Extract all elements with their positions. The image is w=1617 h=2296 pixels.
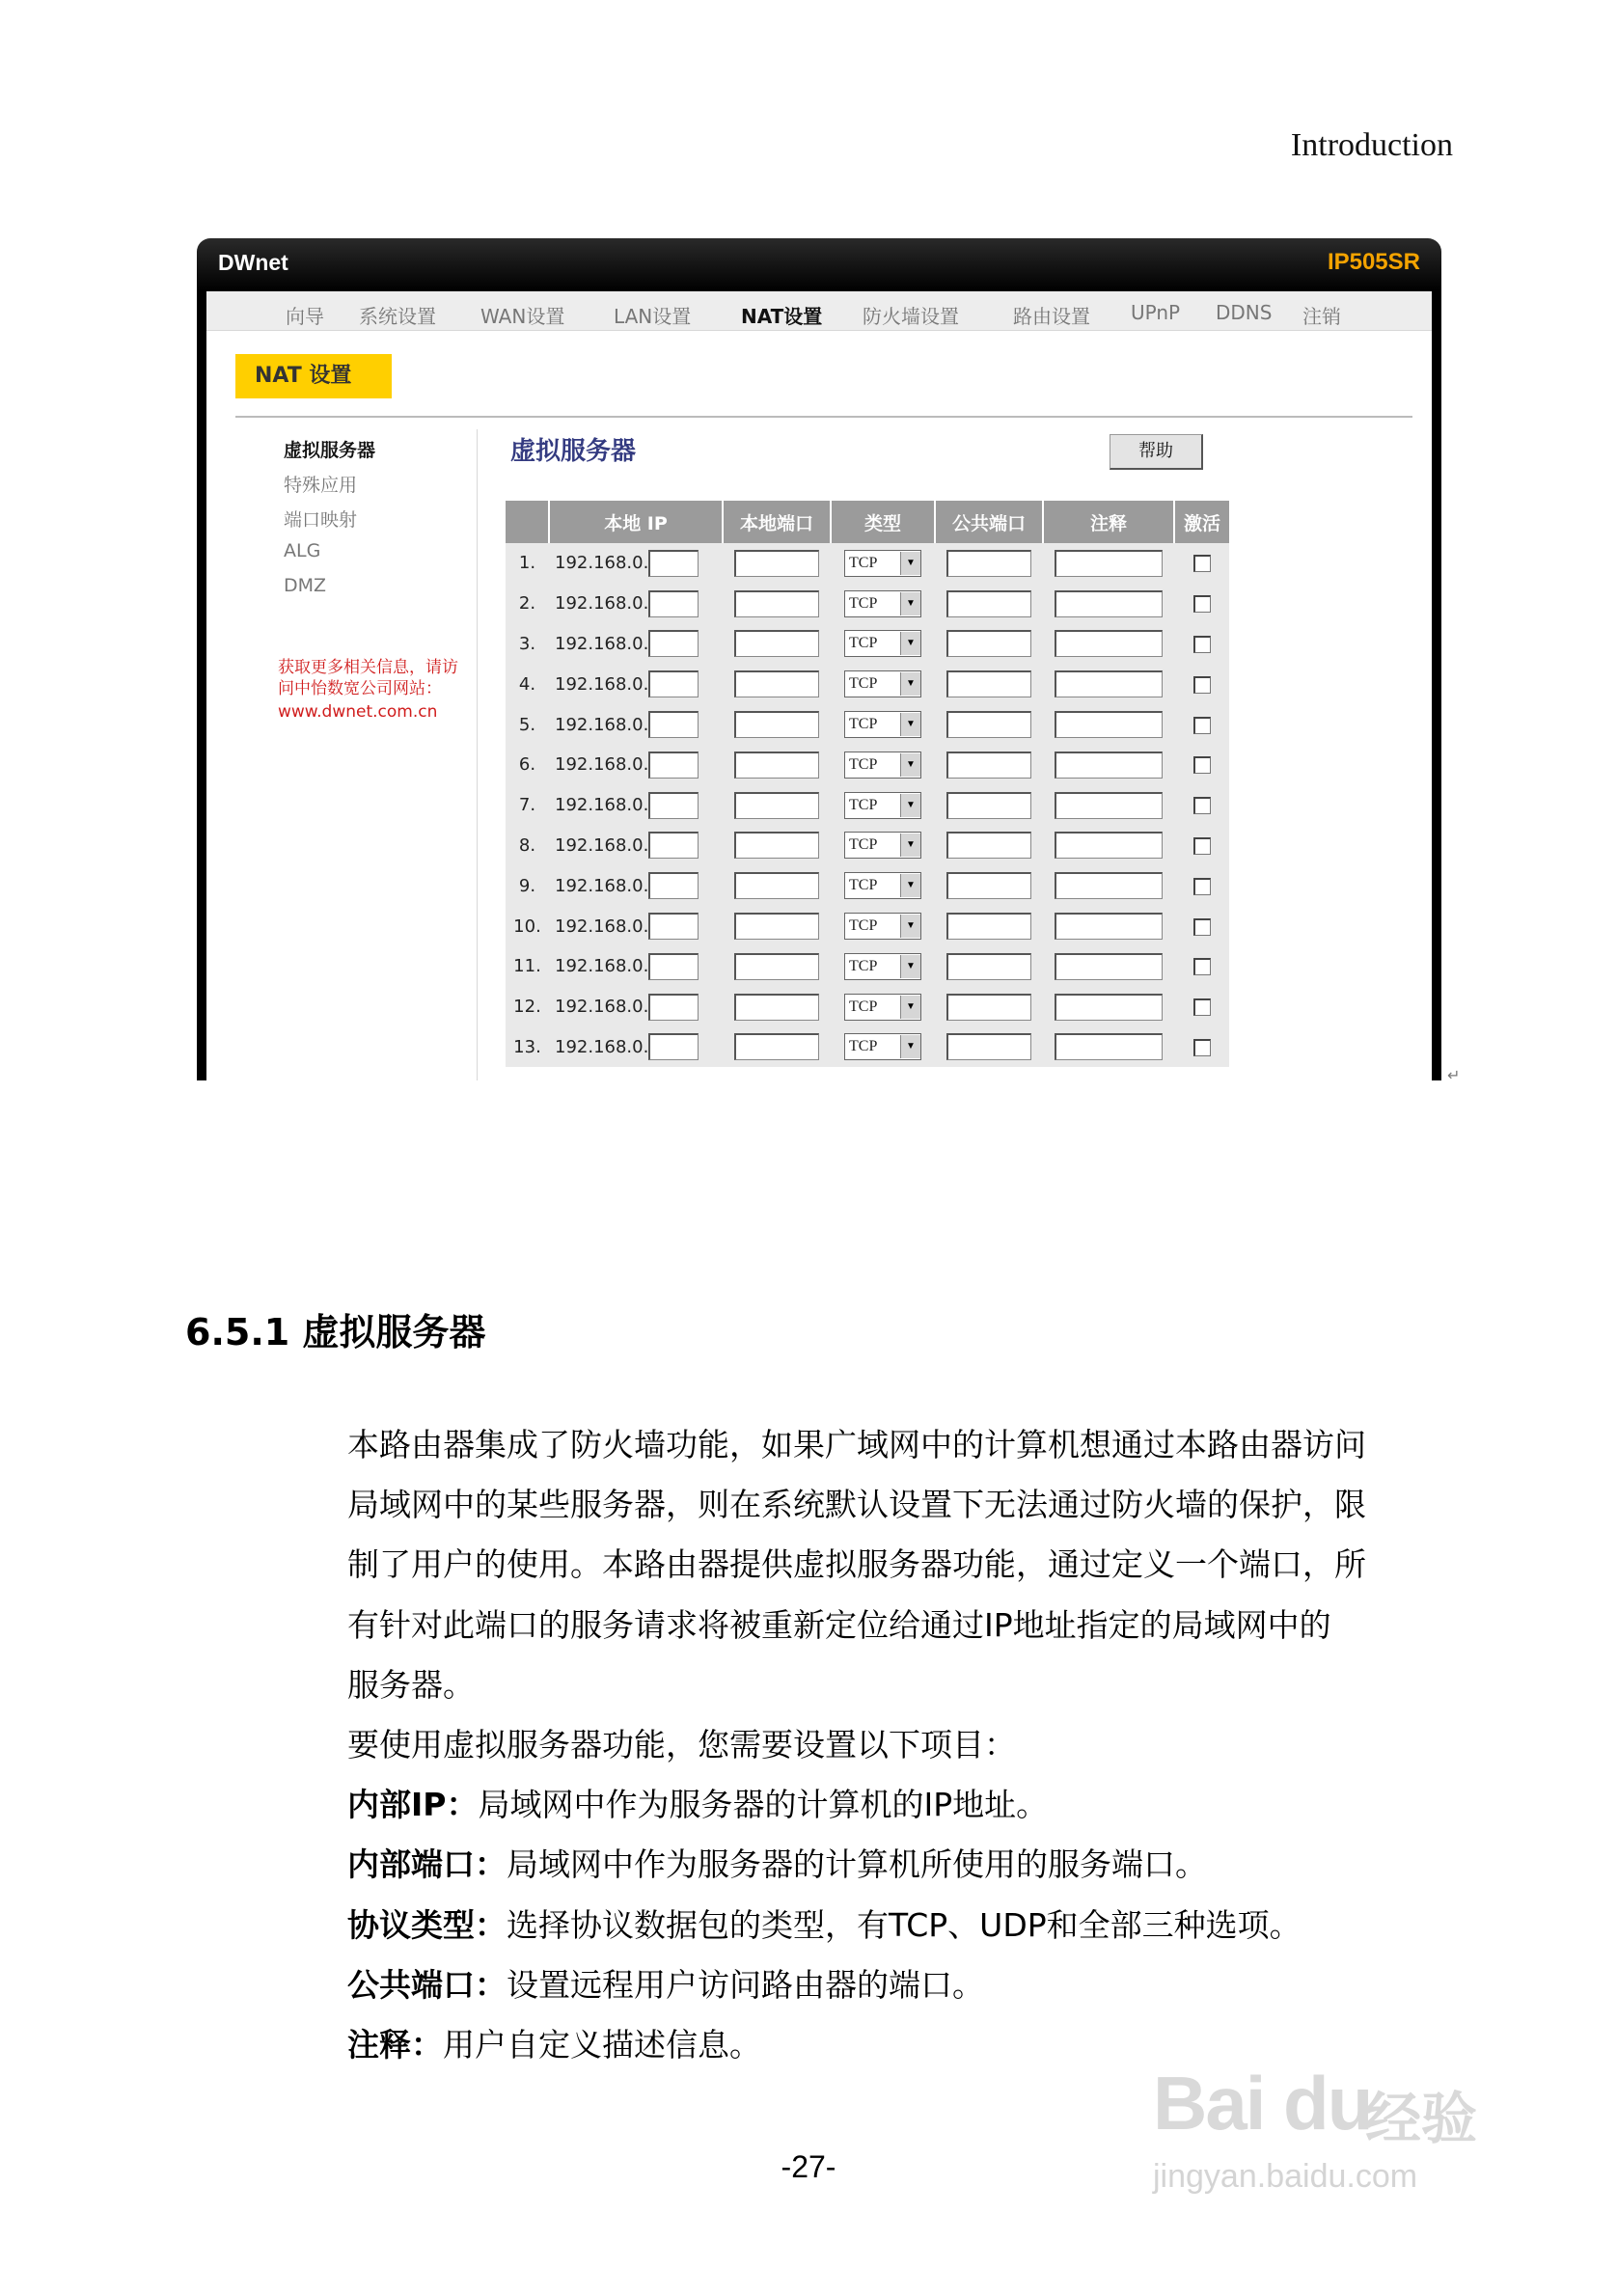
type-cell xyxy=(831,584,935,624)
local-ip-cell xyxy=(549,664,723,704)
row-number: 12. xyxy=(513,997,541,1018)
table-header-row xyxy=(506,501,1229,543)
watermark-url: jingyan.baidu.com xyxy=(1153,2158,1418,2195)
local-ip-cell xyxy=(549,987,723,1027)
nav-upnp[interactable]: UPnP xyxy=(1131,301,1181,324)
help-button[interactable]: 帮助 xyxy=(1110,434,1203,470)
row-number: 2. xyxy=(518,593,536,615)
note-cell xyxy=(1043,865,1174,906)
row-number: 4. xyxy=(518,673,536,695)
local-port-cell xyxy=(723,745,831,785)
active-cell xyxy=(1174,624,1229,665)
local-port-cell xyxy=(723,906,831,946)
ip-prefix: 192.168.0. xyxy=(555,553,649,574)
section-tag: NAT 设置 xyxy=(235,354,392,398)
baidu-watermark xyxy=(1143,2040,1529,2195)
type-cell xyxy=(831,785,935,826)
local-port-cell xyxy=(723,785,831,826)
side-info-text: 获取更多相关信息，请访问中怡数宽公司网站： xyxy=(278,658,458,698)
note-cell xyxy=(1043,704,1174,745)
table-row xyxy=(506,664,1229,704)
active-checkbox[interactable] xyxy=(1193,837,1211,855)
active-checkbox[interactable] xyxy=(1193,676,1211,694)
type-cell xyxy=(831,865,935,906)
router-screenshot xyxy=(197,238,1441,1080)
type-select[interactable] xyxy=(844,590,921,617)
type-select[interactable] xyxy=(844,994,921,1021)
router-titlebar xyxy=(197,238,1441,291)
note-input[interactable] xyxy=(1055,792,1163,819)
local-ip-cell xyxy=(549,946,723,987)
type-select-value: TCP xyxy=(849,716,878,733)
public-port-cell xyxy=(935,987,1043,1027)
ip-prefix: 192.168.0. xyxy=(555,1036,649,1057)
local-ip-input[interactable] xyxy=(648,550,699,577)
note-cell xyxy=(1043,584,1174,624)
table-row xyxy=(506,826,1229,866)
body-line: 有针对此端口的服务请求将被重新定位给通过IP地址指定的局域网中的 xyxy=(347,1605,1331,1644)
note-cell xyxy=(1043,906,1174,946)
dropdown-arrow-icon: ▼ xyxy=(900,552,920,575)
local-port-input[interactable] xyxy=(734,994,819,1021)
nav-ddns[interactable]: DDNS xyxy=(1216,301,1273,324)
side-item-special-app[interactable]: 特殊应用 xyxy=(284,475,358,496)
row-number: 8. xyxy=(518,834,536,856)
header-local-ip: 本地 IP xyxy=(549,501,723,543)
public-port-cell xyxy=(935,584,1043,624)
public-port-input[interactable] xyxy=(946,550,1031,577)
local-port-cell xyxy=(723,704,831,745)
local-port-cell xyxy=(723,946,831,987)
local-port-cell xyxy=(723,543,831,584)
active-cell xyxy=(1174,704,1229,745)
definition-term: 注释： xyxy=(347,2025,443,2064)
type-cell xyxy=(831,543,935,584)
public-port-input[interactable] xyxy=(946,832,1031,859)
note-input[interactable] xyxy=(1055,550,1163,577)
local-ip-input[interactable] xyxy=(648,752,699,779)
top-nav xyxy=(206,291,1432,331)
note-input[interactable] xyxy=(1055,1033,1163,1060)
active-checkbox[interactable] xyxy=(1193,717,1211,734)
local-port-cell xyxy=(723,826,831,866)
local-ip-input[interactable] xyxy=(648,913,699,940)
type-cell xyxy=(831,987,935,1027)
side-item-dmz[interactable]: DMZ xyxy=(284,575,327,596)
definition-desc: 用户自定义描述信息。 xyxy=(443,2025,761,2064)
local-port-cell xyxy=(723,865,831,906)
row-number: 7. xyxy=(518,795,536,816)
dropdown-arrow-icon: ▼ xyxy=(900,915,920,938)
side-item-port-mapping[interactable]: 端口映射 xyxy=(284,509,358,531)
local-port-cell xyxy=(723,987,831,1027)
note-input[interactable] xyxy=(1055,953,1163,980)
definition-desc: 局域网中作为服务器的计算机的IP地址。 xyxy=(478,1786,1049,1824)
ip-prefix: 192.168.0. xyxy=(555,834,649,856)
public-port-cell xyxy=(935,826,1043,866)
brand-logo: DWnet xyxy=(218,250,288,275)
active-cell xyxy=(1174,543,1229,584)
ip-prefix: 192.168.0. xyxy=(555,593,649,615)
nav-routing[interactable]: 路由设置 xyxy=(1013,305,1090,328)
public-port-cell xyxy=(935,624,1043,665)
row-number: 5. xyxy=(518,714,536,735)
note-input[interactable] xyxy=(1055,872,1163,899)
watermark-cn: 经验 xyxy=(1365,2086,1478,2151)
table-row xyxy=(506,906,1229,946)
note-input[interactable] xyxy=(1055,590,1163,617)
note-cell xyxy=(1043,785,1174,826)
active-cell xyxy=(1174,826,1229,866)
ip-prefix: 192.168.0. xyxy=(555,916,649,937)
definition-desc: 选择协议数据包的类型，有TCP、UDP和全部三种选项。 xyxy=(507,1905,1302,1944)
type-select-value: TCP xyxy=(849,917,878,935)
body-line: 局域网中的某些服务器，则在系统默认设置下无法通过防火墙的保护，限 xyxy=(347,1486,1366,1524)
local-ip-cell xyxy=(549,584,723,624)
header-local-port: 本地端口 xyxy=(723,501,831,543)
dropdown-arrow-icon: ▼ xyxy=(900,1035,920,1058)
local-port-cell xyxy=(723,664,831,704)
definition-term: 公共端口： xyxy=(347,1965,507,2004)
public-port-input[interactable] xyxy=(946,752,1031,779)
definition-term: 内部IP： xyxy=(347,1786,479,1824)
body-line: 服务器。 xyxy=(347,1665,475,1704)
type-select[interactable] xyxy=(844,1033,921,1060)
public-port-input[interactable] xyxy=(946,872,1031,899)
type-select[interactable] xyxy=(844,630,921,657)
public-port-input[interactable] xyxy=(946,953,1031,980)
ip-prefix: 192.168.0. xyxy=(555,875,649,896)
local-port-input[interactable] xyxy=(734,670,819,697)
table-row xyxy=(506,584,1229,624)
body-line: 制了用户的使用。本路由器提供虚拟服务器功能，通过定义一个端口，所 xyxy=(347,1545,1366,1584)
dropdown-arrow-icon: ▼ xyxy=(900,592,920,615)
nav-firewall[interactable]: 防火墙设置 xyxy=(863,305,959,328)
active-cell xyxy=(1174,865,1229,906)
definition-item xyxy=(347,1775,1466,1835)
ip-prefix: 192.168.0. xyxy=(555,754,649,776)
local-ip-cell xyxy=(549,543,723,584)
public-port-input[interactable] xyxy=(946,994,1031,1021)
type-cell xyxy=(831,745,935,785)
note-input[interactable] xyxy=(1055,913,1163,940)
note-input[interactable] xyxy=(1055,670,1163,697)
active-cell xyxy=(1174,987,1229,1027)
dropdown-arrow-icon: ▼ xyxy=(900,834,920,857)
side-item-alg[interactable]: ALG xyxy=(284,540,321,561)
table-row xyxy=(506,624,1229,665)
active-checkbox[interactable] xyxy=(1193,797,1211,814)
table-row xyxy=(506,865,1229,906)
paragraph-mark: ↵ xyxy=(1447,1066,1461,1084)
row-number: 11. xyxy=(513,956,541,977)
local-ip-cell xyxy=(549,865,723,906)
local-ip-input[interactable] xyxy=(648,994,699,1021)
active-checkbox[interactable] xyxy=(1193,1039,1211,1056)
type-select-value: TCP xyxy=(849,635,878,652)
type-cell xyxy=(831,624,935,665)
divider xyxy=(235,416,1412,418)
row-number: 10. xyxy=(513,916,541,937)
local-port-input[interactable] xyxy=(734,832,819,859)
local-ip-cell xyxy=(549,785,723,826)
local-port-cell xyxy=(723,624,831,665)
public-port-cell xyxy=(935,946,1043,987)
note-input[interactable] xyxy=(1055,752,1163,779)
model-label: IP505SR xyxy=(1327,249,1420,275)
header-num xyxy=(506,501,549,543)
public-port-cell xyxy=(935,865,1043,906)
local-port-cell xyxy=(723,584,831,624)
note-input[interactable] xyxy=(1055,994,1163,1021)
active-checkbox[interactable] xyxy=(1193,918,1211,936)
body-line: 要使用虚拟服务器功能，您需要设置以下项目： xyxy=(347,1725,1016,1763)
active-checkbox[interactable] xyxy=(1193,958,1211,975)
public-port-cell xyxy=(935,704,1043,745)
public-port-input[interactable] xyxy=(946,792,1031,819)
table-row xyxy=(506,946,1229,987)
active-checkbox[interactable] xyxy=(1193,555,1211,572)
active-checkbox[interactable] xyxy=(1193,636,1211,653)
page-number: -27- xyxy=(781,2149,836,2184)
local-port-input[interactable] xyxy=(734,953,819,980)
type-select-value: TCP xyxy=(849,594,878,612)
note-input[interactable] xyxy=(1055,630,1163,657)
local-ip-input[interactable] xyxy=(648,872,699,899)
local-ip-input[interactable] xyxy=(648,953,699,980)
type-cell xyxy=(831,704,935,745)
note-cell xyxy=(1043,826,1174,866)
type-cell xyxy=(831,1027,935,1068)
content-title: 虚拟服务器 xyxy=(510,437,637,466)
sidebar-divider xyxy=(477,429,478,1080)
note-cell xyxy=(1043,543,1174,584)
public-port-cell xyxy=(935,785,1043,826)
table-row xyxy=(506,745,1229,785)
ip-prefix: 192.168.0. xyxy=(555,633,649,654)
type-select[interactable] xyxy=(844,752,921,779)
dropdown-arrow-icon: ▼ xyxy=(900,955,920,978)
dropdown-arrow-icon: ▼ xyxy=(900,632,920,655)
local-ip-cell xyxy=(549,704,723,745)
nav-logout[interactable]: 注销 xyxy=(1302,305,1341,328)
dropdown-arrow-icon: ▼ xyxy=(900,874,920,897)
public-port-cell xyxy=(935,906,1043,946)
type-select[interactable] xyxy=(844,670,921,697)
local-ip-input[interactable] xyxy=(648,1033,699,1060)
type-select[interactable] xyxy=(844,550,921,577)
side-info-url[interactable]: www.dwnet.com.cn xyxy=(278,702,438,722)
dropdown-arrow-icon: ▼ xyxy=(900,672,920,696)
nav-wizard[interactable]: 向导 xyxy=(286,305,324,328)
active-checkbox[interactable] xyxy=(1193,595,1211,613)
public-port-input[interactable] xyxy=(946,630,1031,657)
table-body xyxy=(506,543,1229,1067)
local-ip-input[interactable] xyxy=(648,630,699,657)
public-port-input[interactable] xyxy=(946,913,1031,940)
header-note: 注释 xyxy=(1043,501,1174,543)
public-port-cell xyxy=(935,543,1043,584)
local-port-input[interactable] xyxy=(734,913,819,940)
local-ip-cell xyxy=(549,826,723,866)
type-select[interactable] xyxy=(844,832,921,859)
type-select[interactable] xyxy=(844,711,921,738)
local-port-input[interactable] xyxy=(734,752,819,779)
local-port-input[interactable] xyxy=(734,792,819,819)
type-cell xyxy=(831,664,935,704)
public-port-input[interactable] xyxy=(946,670,1031,697)
local-ip-cell xyxy=(549,1027,723,1068)
header-type: 类型 xyxy=(831,501,935,543)
public-port-input[interactable] xyxy=(946,711,1031,738)
local-ip-input[interactable] xyxy=(648,711,699,738)
type-select-value: TCP xyxy=(849,877,878,894)
type-cell xyxy=(831,906,935,946)
dropdown-arrow-icon: ▼ xyxy=(900,753,920,777)
local-port-input[interactable] xyxy=(734,872,819,899)
type-select-value: TCP xyxy=(849,1038,878,1055)
row-number: 3. xyxy=(518,633,536,654)
body-text xyxy=(347,1415,1466,2075)
public-port-cell xyxy=(935,745,1043,785)
definition-item xyxy=(347,1835,1466,1895)
note-cell xyxy=(1043,745,1174,785)
local-port-input[interactable] xyxy=(734,550,819,577)
ip-prefix: 192.168.0. xyxy=(555,795,649,816)
table-row xyxy=(506,543,1229,584)
table-row xyxy=(506,987,1229,1027)
ip-prefix: 192.168.0. xyxy=(555,714,649,735)
ip-prefix: 192.168.0. xyxy=(555,956,649,977)
definition-item xyxy=(347,1955,1466,2015)
nav-lan[interactable]: LAN设置 xyxy=(614,305,692,328)
type-select[interactable] xyxy=(844,792,921,819)
type-select-value: TCP xyxy=(849,957,878,974)
public-port-cell xyxy=(935,1027,1043,1068)
page-header: Introduction xyxy=(1290,127,1453,163)
local-port-input[interactable] xyxy=(734,711,819,738)
type-cell xyxy=(831,826,935,866)
definition-term: 协议类型： xyxy=(347,1905,507,1944)
type-select-value: TCP xyxy=(849,998,878,1015)
local-port-cell xyxy=(723,1027,831,1068)
type-select-value: TCP xyxy=(849,796,878,813)
ip-prefix: 192.168.0. xyxy=(555,997,649,1018)
header-public-port: 公共端口 xyxy=(935,501,1043,543)
note-cell xyxy=(1043,664,1174,704)
note-input[interactable] xyxy=(1055,711,1163,738)
table-row xyxy=(506,1027,1229,1068)
note-cell xyxy=(1043,624,1174,665)
active-cell xyxy=(1174,946,1229,987)
section-heading: 6.5.1 虚拟服务器 xyxy=(185,1311,486,1353)
dropdown-arrow-icon: ▼ xyxy=(900,794,920,817)
local-ip-cell xyxy=(549,906,723,946)
local-ip-cell xyxy=(549,624,723,665)
side-info xyxy=(278,657,471,723)
local-ip-input[interactable] xyxy=(648,832,699,859)
type-select-value: TCP xyxy=(849,836,878,854)
active-cell xyxy=(1174,785,1229,826)
dropdown-arrow-icon: ▼ xyxy=(900,713,920,736)
nav-system[interactable]: 系统设置 xyxy=(359,305,436,328)
note-cell xyxy=(1043,1027,1174,1068)
body-line: 本路由器集成了防火墙功能，如果广域网中的计算机想通过本路由器访问 xyxy=(347,1426,1366,1463)
note-input[interactable] xyxy=(1055,832,1163,859)
nav-nat[interactable]: NAT设置 xyxy=(741,305,823,328)
side-item-virtual-server[interactable]: 虚拟服务器 xyxy=(284,440,376,461)
note-cell xyxy=(1043,946,1174,987)
local-ip-input[interactable] xyxy=(648,792,699,819)
active-cell xyxy=(1174,584,1229,624)
public-port-input[interactable] xyxy=(946,590,1031,617)
side-menu xyxy=(284,436,375,610)
type-select-value: TCP xyxy=(849,554,878,571)
active-cell xyxy=(1174,1027,1229,1068)
row-number: 6. xyxy=(518,754,536,776)
definition-desc: 设置远程用户访问路由器的端口。 xyxy=(507,1965,984,2004)
row-number: 1. xyxy=(518,553,536,574)
local-ip-input[interactable] xyxy=(648,590,699,617)
frame-border-left xyxy=(197,291,206,1080)
definition-item xyxy=(347,1896,1466,1955)
local-ip-input[interactable] xyxy=(648,670,699,697)
type-select-value: TCP xyxy=(849,675,878,693)
type-select[interactable] xyxy=(844,872,921,899)
row-number: 9. xyxy=(518,875,536,896)
header-active: 激活 xyxy=(1174,501,1229,543)
virtual-server-table xyxy=(506,501,1229,1067)
watermark-logo: Bai du xyxy=(1153,2061,1372,2146)
public-port-cell xyxy=(935,664,1043,704)
type-select[interactable] xyxy=(844,953,921,980)
type-cell xyxy=(831,946,935,987)
public-port-input[interactable] xyxy=(946,1033,1031,1060)
local-port-input[interactable] xyxy=(734,630,819,657)
note-cell xyxy=(1043,987,1174,1027)
definition-desc: 局域网中作为服务器的计算机所使用的服务端口。 xyxy=(507,1845,1207,1884)
active-checkbox[interactable] xyxy=(1193,998,1211,1016)
active-checkbox[interactable] xyxy=(1193,756,1211,774)
frame-border-right xyxy=(1432,291,1441,1080)
nav-wan[interactable]: WAN设置 xyxy=(480,305,565,328)
row-number: 13. xyxy=(513,1036,541,1057)
local-port-input[interactable] xyxy=(734,590,819,617)
type-select[interactable] xyxy=(844,913,921,940)
ip-prefix: 192.168.0. xyxy=(555,673,649,695)
active-cell xyxy=(1174,664,1229,704)
active-cell xyxy=(1174,745,1229,785)
type-select-value: TCP xyxy=(849,755,878,773)
definition-term: 内部端口： xyxy=(347,1845,507,1884)
local-ip-cell xyxy=(549,745,723,785)
local-port-input[interactable] xyxy=(734,1033,819,1060)
active-cell xyxy=(1174,906,1229,946)
table-row xyxy=(506,785,1229,826)
dropdown-arrow-icon: ▼ xyxy=(900,996,920,1019)
active-checkbox[interactable] xyxy=(1193,878,1211,895)
table-row xyxy=(506,704,1229,745)
